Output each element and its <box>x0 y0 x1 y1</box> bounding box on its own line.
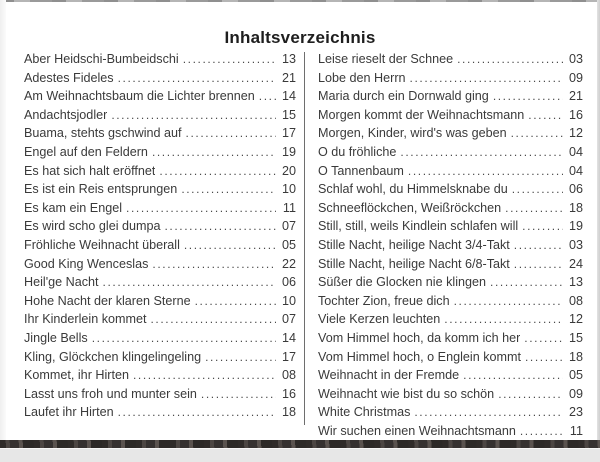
page-number: 19 <box>281 144 296 159</box>
page-number: 04 <box>568 163 583 178</box>
song-title: White Christmas <box>318 405 411 420</box>
toc-entry <box>24 366 296 385</box>
dot-leader <box>444 310 563 329</box>
toc-entry <box>318 348 583 367</box>
page-number: 08 <box>281 368 296 383</box>
toc-entry <box>318 87 583 106</box>
dot-leader <box>118 403 276 422</box>
dot-leader <box>201 385 276 404</box>
dot-leader <box>111 106 276 125</box>
scan-edge-top <box>0 0 600 2</box>
dot-leader <box>520 422 563 441</box>
song-title: Wir suchen einen Weihnachtsmann <box>318 423 516 438</box>
page-number: 17 <box>281 126 296 141</box>
page-number: 11 <box>282 200 296 215</box>
song-title: Ihr Kinderlein kommet <box>24 312 147 327</box>
dot-leader <box>184 236 276 255</box>
page-number: 23 <box>568 405 583 420</box>
page-number: 07 <box>281 219 296 234</box>
song-title: Es wird scho glei dumpa <box>24 219 161 234</box>
song-title: Morgen, Kinder, wird's was geben <box>318 126 507 141</box>
toc-entry <box>318 106 583 125</box>
song-title: Vom Himmel hoch, o Englein kommt <box>318 349 521 364</box>
toc-entry <box>318 69 583 88</box>
toc-entry <box>24 403 296 422</box>
dot-leader <box>512 180 563 199</box>
page-number: 04 <box>568 144 583 159</box>
toc-entry <box>24 348 296 367</box>
dot-leader <box>514 255 563 274</box>
toc-entry <box>24 124 296 143</box>
page-title: Inhaltsverzeichnis <box>224 28 376 48</box>
page-number: 16 <box>281 386 296 401</box>
toc-entry <box>318 50 583 69</box>
song-title: O Tannenbaum <box>318 163 404 178</box>
toc-entry <box>318 162 583 181</box>
dot-leader <box>525 348 563 367</box>
dot-leader <box>151 310 277 329</box>
song-title: O du fröhliche <box>318 144 397 159</box>
dot-leader <box>454 292 563 311</box>
song-title: Still, still, weils Kindlein schlafen will <box>318 219 519 234</box>
dot-leader <box>92 329 276 348</box>
page-number: 22 <box>281 256 296 271</box>
dot-leader <box>522 217 563 236</box>
dot-leader <box>457 50 563 69</box>
toc-column-left <box>24 50 296 422</box>
toc-entry <box>318 217 583 236</box>
toc-entry <box>24 255 296 274</box>
song-title: Kommet, ihr Hirten <box>24 368 129 383</box>
toc-entry <box>24 143 296 162</box>
dot-leader <box>183 50 276 69</box>
page-number: 12 <box>568 312 583 327</box>
dot-leader <box>126 199 276 218</box>
song-title: Tochter Zion, freue dich <box>318 293 450 308</box>
dot-leader <box>259 87 276 106</box>
toc-entry <box>318 329 583 348</box>
dot-leader <box>463 366 563 385</box>
page-number: 15 <box>281 107 296 122</box>
toc-entry <box>24 69 296 88</box>
page-number: 15 <box>568 330 583 345</box>
page-number: 10 <box>281 182 296 197</box>
song-title: Fröhliche Weihnacht überall <box>24 237 180 252</box>
toc-entry <box>318 255 583 274</box>
page-number: 20 <box>281 163 296 178</box>
toc-entry <box>24 236 296 255</box>
toc-entry <box>24 180 296 199</box>
column-divider <box>304 52 305 425</box>
dot-leader <box>408 162 563 181</box>
song-title: Weihnacht in der Fremde <box>318 368 460 383</box>
dot-leader <box>511 124 563 143</box>
song-title: Stille Nacht, heilige Nacht 3/4-Takt <box>318 237 510 252</box>
toc-entry <box>24 217 296 236</box>
toc-entry <box>24 87 296 106</box>
toc-entry <box>24 106 296 125</box>
toc-entry <box>318 310 583 329</box>
page-number: 06 <box>281 275 296 290</box>
dot-leader <box>400 143 563 162</box>
song-title: Engel auf den Feldern <box>24 144 148 159</box>
page-number: 21 <box>568 89 583 104</box>
page-number: 12 <box>568 126 583 141</box>
song-title: Hohe Nacht der klaren Sterne <box>24 293 191 308</box>
toc-entry <box>318 143 583 162</box>
toc-entry <box>24 310 296 329</box>
page-number: 18 <box>568 200 583 215</box>
song-title: Morgen kommt der Weihnachtsmann <box>318 107 525 122</box>
toc-entry <box>24 162 296 181</box>
dot-leader <box>514 236 563 255</box>
song-title: Laufet ihr Hirten <box>24 405 114 420</box>
dot-leader <box>186 124 276 143</box>
song-title: Am Weihnachtsbaum die Lichter brennen <box>24 89 255 104</box>
song-title: Stille Nacht, heilige Nacht 6/8-Takt <box>318 256 510 271</box>
toc-entry <box>318 124 583 143</box>
dot-leader <box>410 69 563 88</box>
dot-leader <box>118 69 276 88</box>
page-number: 18 <box>568 349 583 364</box>
page-number: 05 <box>281 237 296 252</box>
dot-leader <box>103 273 276 292</box>
page-number: 13 <box>568 275 583 290</box>
page-number: 10 <box>281 293 296 308</box>
toc-entry <box>24 199 296 218</box>
song-title: Aber Heidschi-Bumbeidschi <box>24 52 179 66</box>
dot-leader <box>528 106 563 125</box>
song-title: Es kam ein Engel <box>24 200 123 215</box>
page-number: 11 <box>569 423 583 438</box>
dot-leader <box>493 87 563 106</box>
song-title: Lobe den Herrn <box>318 70 406 85</box>
dot-leader <box>505 199 563 218</box>
toc-entry <box>24 50 296 69</box>
toc-entry <box>24 385 296 404</box>
page-number: 13 <box>281 52 296 66</box>
song-title: Vom Himmel hoch, da komm ich her <box>318 330 521 345</box>
toc-entry <box>24 273 296 292</box>
page-number: 09 <box>568 70 583 85</box>
song-title: Schneeflöckchen, Weißröckchen <box>318 200 502 215</box>
scan-edge-left <box>0 0 6 440</box>
dot-leader <box>498 385 563 404</box>
toc-entry <box>318 180 583 199</box>
song-title: Weihnacht wie bist du so schön <box>318 386 495 401</box>
toc-entry <box>318 385 583 404</box>
page-number: 09 <box>568 386 583 401</box>
page-number: 03 <box>568 52 583 66</box>
page-number: 16 <box>568 107 583 122</box>
page-number: 18 <box>281 405 296 420</box>
page-number: 07 <box>281 312 296 327</box>
toc-entry <box>318 236 583 255</box>
scan-edge-bottom <box>0 440 600 448</box>
toc-entry <box>318 422 583 441</box>
page-number: 19 <box>568 219 583 234</box>
dot-leader <box>205 348 276 367</box>
page-number: 08 <box>568 293 583 308</box>
song-title: Good King Wenceslas <box>24 256 149 271</box>
song-title: Adestes Fideles <box>24 70 114 85</box>
song-title: Es hat sich halt eröffnet <box>24 163 156 178</box>
dot-leader <box>165 217 277 236</box>
dot-leader <box>152 143 276 162</box>
song-title: Süßer die Glocken nie klingen <box>318 275 487 290</box>
page-number: 05 <box>568 368 583 383</box>
page-number: 24 <box>568 256 583 271</box>
song-title: Jingle Bells <box>24 330 88 345</box>
song-title: Buama, stehts gschwind auf <box>24 126 182 141</box>
toc-entry <box>318 292 583 311</box>
toc-entry <box>318 366 583 385</box>
toc-entry <box>318 403 583 422</box>
toc-entry <box>318 273 583 292</box>
song-title: Maria durch ein Dornwald ging <box>318 89 489 104</box>
song-title: Es ist ein Reis entsprungen <box>24 182 178 197</box>
dot-leader <box>414 403 563 422</box>
page-number: 14 <box>281 89 296 104</box>
page-number: 17 <box>281 349 296 364</box>
toc-column-right <box>318 50 583 440</box>
song-title: Leise rieselt der Schnee <box>318 52 454 66</box>
dot-leader <box>181 180 276 199</box>
toc-entry <box>318 199 583 218</box>
dot-leader <box>159 162 276 181</box>
song-title: Lasst uns froh und munter sein <box>24 386 197 401</box>
song-title: Schlaf wohl, du Himmelsknabe du <box>318 182 508 197</box>
dot-leader <box>133 366 276 385</box>
dot-leader <box>195 292 276 311</box>
dot-leader <box>152 255 276 274</box>
song-title: Viele Kerzen leuchten <box>318 312 441 327</box>
page-number: 03 <box>568 237 583 252</box>
song-title: Kling, Glöckchen klingelingeling <box>24 349 202 364</box>
toc-entry <box>24 329 296 348</box>
page-number: 21 <box>281 70 296 85</box>
page-number: 14 <box>281 330 296 345</box>
song-title: Andachtsjodler <box>24 107 108 122</box>
dot-leader <box>490 273 563 292</box>
scan-margin-bottom <box>0 448 600 462</box>
page-number: 06 <box>568 182 583 197</box>
dot-leader <box>524 329 563 348</box>
song-title: Heil'ge Nacht <box>24 275 99 290</box>
toc-entry <box>24 292 296 311</box>
